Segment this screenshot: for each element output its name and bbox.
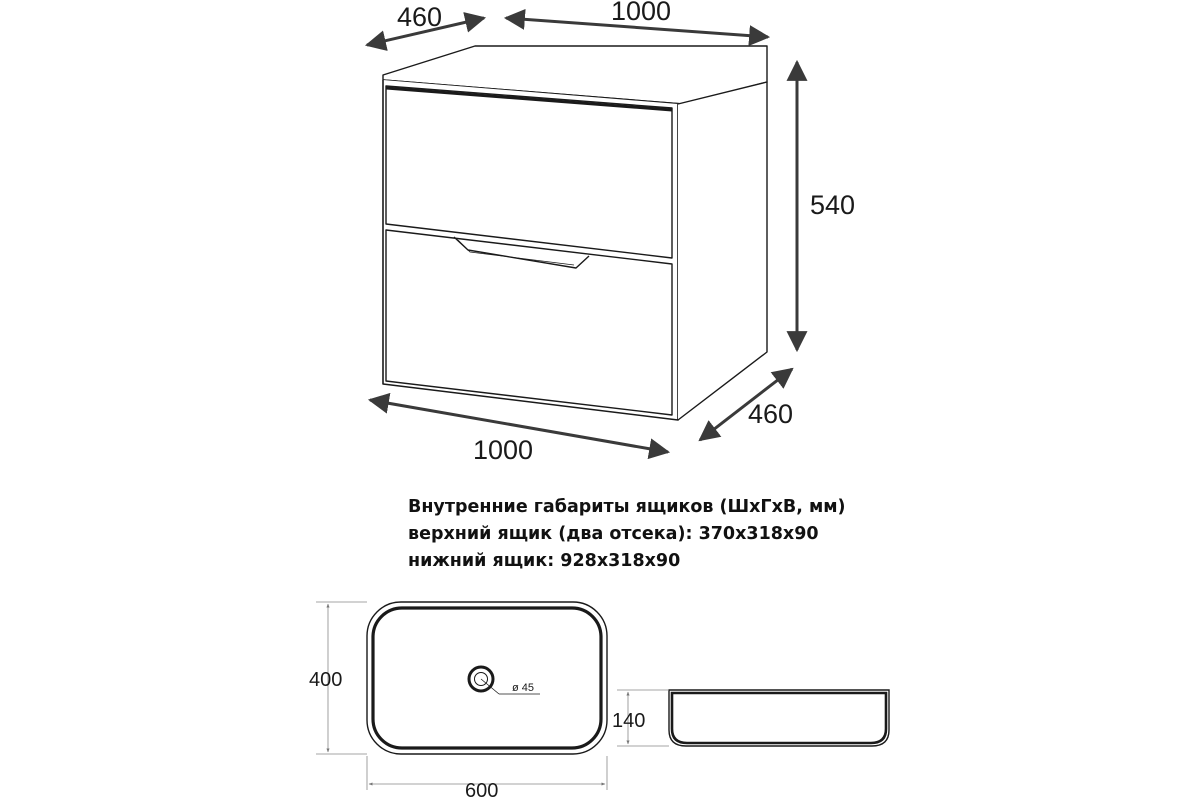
notes-top-drawer: верхний ящик (два отсека): 370х318х90: [408, 524, 819, 544]
drain-diameter-label: ø 45: [512, 682, 535, 694]
notes-heading: Внутренние габариты ящиков (ШхГхВ, мм): [408, 497, 846, 517]
sink-height-label: 400: [309, 669, 343, 691]
cabinet-drawing: [383, 46, 767, 420]
sink-side-body: [669, 690, 889, 746]
notes-bottom-drawer: нижний ящик: 928х318х90: [408, 551, 681, 571]
sink-side-height-label: 140: [612, 710, 646, 732]
sink-dimension-lines: [316, 602, 607, 790]
drawer-internal-dimensions: [408, 494, 846, 575]
sink-top-view: [367, 602, 607, 754]
cabinet-front: [383, 80, 678, 420]
height-label: 540: [810, 190, 856, 220]
bottom-width-label: 1000: [473, 435, 534, 465]
top-width-label: 1000: [611, 0, 672, 26]
top-depth-label: 460: [397, 2, 443, 32]
sink-width-label: 600: [465, 780, 499, 800]
sink-side-view: [669, 690, 889, 746]
cabinet-side: [678, 82, 767, 420]
bottom-depth-label: 460: [748, 399, 794, 429]
